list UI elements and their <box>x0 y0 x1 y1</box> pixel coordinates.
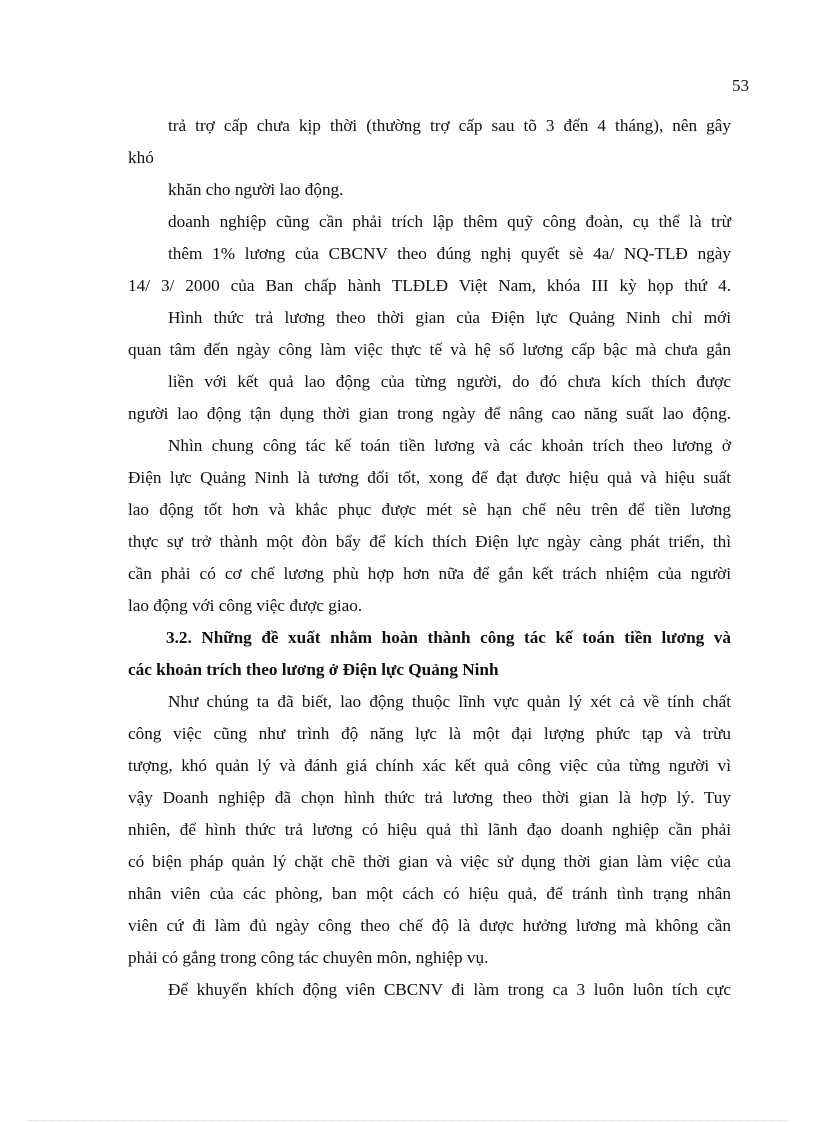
text-line: 14/ 3/ 2000 của Ban chấp hành TLĐLĐ Việt Nam, khóa III kỳ họp thứ 4. <box>128 276 731 295</box>
text-line: nhiên, để hình thức trả lương có hiệu quả thì lãnh đạo doanh nghiệp cần phải <box>128 820 731 839</box>
text-line: Nhìn chung công tác kế toán tiền lương và các khoản trích theo lương ở <box>168 436 731 455</box>
text-line: tượng, khó quản lý và đánh giá chính xác kết quả công việc của từng người vì <box>128 756 731 775</box>
text-line: lao động tốt hơn và khắc phục được mét sè hạn chế nêu trên để tiền lương <box>128 500 731 519</box>
text-line: Để khuyến khích động viên CBCNV đi làm trong ca 3 luôn luôn tích cực <box>168 980 731 999</box>
section-heading-continued: các khoản trích theo lương ở Điện lực Quảng Ninh <box>128 660 499 679</box>
text-line: Điện lực Quảng Ninh là tương đối tốt, xong để đạt được hiệu quả và hiệu suất <box>128 468 731 487</box>
page-bottom-rule <box>28 1120 788 1121</box>
text-line: viên cứ đi làm đủ ngày công theo chế độ là được hưởng lương mà không cần <box>128 916 731 935</box>
text-line: công việc cũng như trình độ năng lực là một đại lượng phức tạp và trừu <box>128 724 731 743</box>
text-line: khó <box>128 148 154 167</box>
text-line: phải có gắng trong công tác chuyên môn, nghiệp vụ. <box>128 948 489 967</box>
text-line: có biện pháp quản lý chặt chẽ thời gian và việc sử dụng thời gian làm việc của <box>128 852 731 871</box>
section-heading: 3.2. Những đề xuất nhằm hoàn thành công tác kế toán tiền lương và <box>166 628 731 647</box>
text-line: thực sự trở thành một đòn bẩy để kích thích Điện lực ngày càng phát triển, thì <box>128 532 731 551</box>
text-line: quan tâm đến ngày công làm việc thực tế và hệ số lương cấp bậc mà chưa gắn <box>128 340 731 359</box>
text-line: Hình thức trả lương theo thời gian của Điện lực Quảng Ninh chỉ mới <box>168 308 731 327</box>
text-line: trả trợ cấp chưa kịp thời (thường trợ cấp sau tõ 3 đến 4 tháng), nên gây <box>168 116 731 135</box>
text-line: cần phải có cơ chế lương phù hợp hơn nữa để gắn kết trách nhiệm của người <box>128 564 731 583</box>
page-number: 53 <box>732 76 749 95</box>
text-line: nhân viên của các phòng, ban một cách có hiệu quả, để tránh tình trạng nhân <box>128 884 731 903</box>
text-line: khăn cho người lao động. <box>168 180 344 199</box>
text-line: lao động với công việc được giao. <box>128 596 363 615</box>
text-line: liền với kết quả lao động của từng người, do đó chưa kích thích được <box>168 372 731 391</box>
document-body <box>128 114 731 1010</box>
text-line: người lao động tận dụng thời gian trong ngày để nâng cao năng suất lao động. <box>128 404 731 423</box>
text-line: Như chúng ta đã biết, lao động thuộc lĩnh vực quản lý xét cả về tính chất <box>168 692 731 711</box>
text-line: thêm 1% lương của CBCNV theo đúng nghị quyết sè 4a/ NQ-TLĐ ngày <box>168 244 731 263</box>
text-line: vậy Doanh nghiệp đã chọn hình thức trả lương theo thời gian là hợp lý. Tuy <box>128 788 731 807</box>
text-line: doanh nghiệp cũng cần phải trích lập thêm quỹ công đoàn, cụ thể là trừ <box>168 212 731 231</box>
